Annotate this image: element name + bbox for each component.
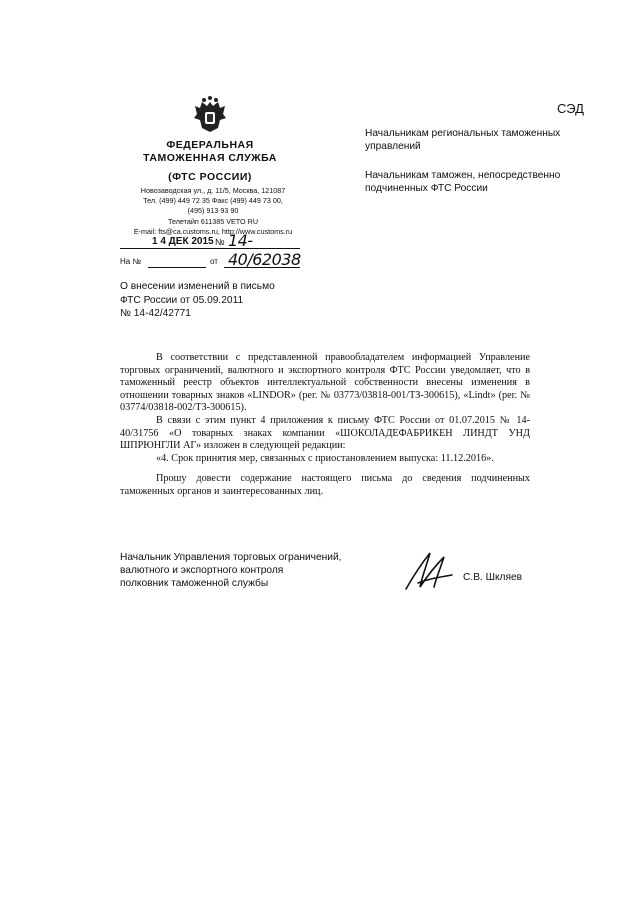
coat-of-arms-icon bbox=[190, 96, 230, 136]
signatory-position bbox=[120, 551, 380, 590]
letter-body bbox=[120, 352, 530, 499]
registration-no-label: № bbox=[215, 237, 225, 247]
body-paragraph: «4. Срок принятия мер, связанных с приостановлением выпуска: 11.12.2016». bbox=[156, 452, 494, 464]
org-line-3: (ФТС РОССИИ) bbox=[168, 171, 252, 183]
subject-line: О внесении изменений в письмо bbox=[120, 281, 275, 292]
addressees bbox=[365, 127, 565, 211]
registration-date: 1 4 ДЕК 2015 bbox=[152, 236, 214, 247]
position-line: полковник таможенной службы bbox=[120, 578, 269, 589]
reference-date-label: от bbox=[210, 257, 218, 266]
contact-line: Новозаводская ул., д. 11/5, Москва, 121087 bbox=[140, 186, 286, 195]
sed-stamp: СЭД bbox=[557, 101, 584, 116]
org-name bbox=[120, 139, 300, 184]
reference-date-blank bbox=[224, 267, 300, 268]
handwritten-signature-icon bbox=[400, 545, 460, 595]
body-paragraph: В соответствии с представленной правообладателем информацией Управление торговых ограничений, валютного и экспортного контроля ФТС России уведомляет, что в таможенный реестр объектов интеллектуальной собственности внесены изменения в отношении товарных знаков «LINDOR» (рег. № 03773/03818-001/ТЗ-300615), «Lindt» (рег. № 03774/03818-002/ТЗ-300615). bbox=[120, 352, 530, 414]
signatory-name: С.В. Шкляев bbox=[463, 572, 523, 583]
org-contacts bbox=[118, 186, 308, 237]
subject-line: № 14-42/42771 bbox=[120, 308, 191, 319]
position-line: валютного и экспортного контроля bbox=[120, 565, 284, 576]
org-line-2: ТАМОЖЕННАЯ СЛУЖБА bbox=[143, 152, 277, 164]
addressee: Начальникам таможен, непосредственно подчиненных ФТС России bbox=[365, 170, 561, 194]
contact-line: (495) 913 93 90 bbox=[187, 206, 239, 216]
reference-no-blank bbox=[148, 267, 206, 268]
reference-no-label: На № bbox=[120, 257, 142, 266]
org-line-1: ФЕДЕРАЛЬНАЯ bbox=[166, 139, 254, 151]
contact-line: Тел. (499) 449 72 35 Факс (499) 449 73 00, bbox=[143, 196, 283, 206]
subject-line: ФТС России от 05.09.2011 bbox=[120, 294, 244, 306]
letter-subject bbox=[120, 280, 310, 321]
position-line: Начальник Управления торговых ограничений, bbox=[120, 552, 342, 563]
reference-line bbox=[120, 257, 310, 271]
body-paragraph: Прошу довести содержание настоящего письма до сведения подчиненных таможенных органов и заинтересованных лиц. bbox=[120, 473, 530, 497]
registration-underline bbox=[120, 248, 300, 249]
addressee: Начальникам региональных таможенных управлений bbox=[365, 128, 561, 152]
contact-line: E-mail: fts@ca.customs.ru, http://www.customs.ru bbox=[133, 226, 293, 236]
body-paragraph: В связи с этим пункт 4 приложения к письму ФТС России от 01.07.2015 № 14-40/31756 «О товарных знаках компании «ШОКОЛАДЕФАБРИКЕН ЛИНДТ УНД ШПРЮНГЛИ АГ» изложен в следующей редакции: bbox=[120, 414, 530, 452]
contact-line: Телетайп 611385 VETO RU bbox=[167, 216, 259, 226]
registration-number: 14-40/62038 bbox=[228, 231, 301, 269]
